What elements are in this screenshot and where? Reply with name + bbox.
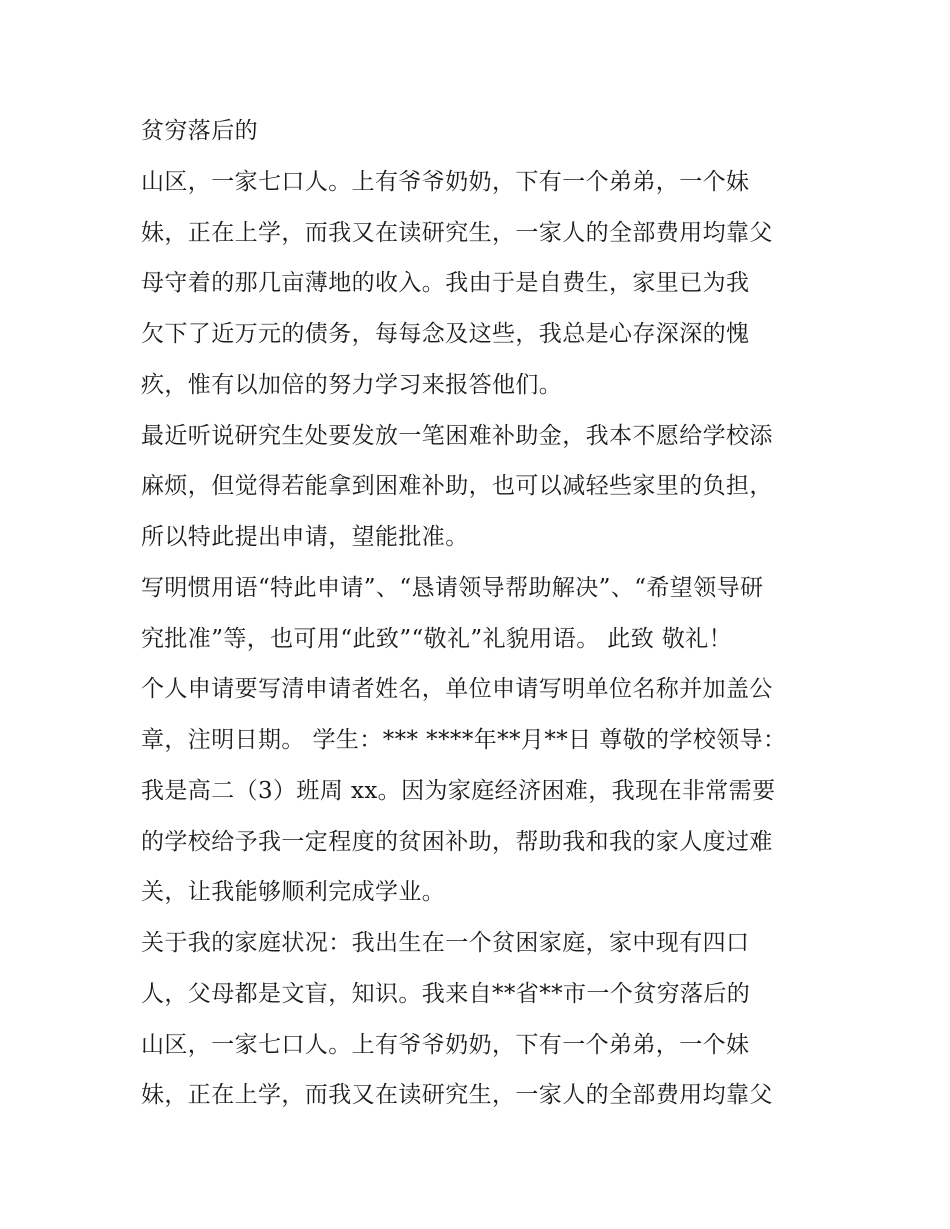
- text-line: 的学校给予我一定程度的贫困补助，帮助我和我的家人度过难: [141, 828, 773, 855]
- text-line: 母守着的那几亩薄地的收入。我由于是自费生，家里已为我: [141, 270, 750, 297]
- text-line: 章，注明日期。 学生：*** ****年**月**日 尊敬的学校领导：: [141, 727, 787, 753]
- text-line: 我是高二（3）班周 xx。因为家庭经济困难，我现在非常需要: [141, 777, 776, 804]
- text-line: 妹，正在上学，而我又在读研究生，一家人的全部费用均靠父: [141, 1082, 773, 1109]
- text-line: 究批准”等，也可用“此致”“敬礼”礼貌用语。 此致 敬礼！: [141, 625, 733, 652]
- text-line: 个人申请要写清申请者姓名，单位申请写明单位名称并加盖公: [141, 676, 773, 703]
- text-line: 所以特此提出申请，望能批准。: [141, 524, 469, 550]
- text-line: 写明惯用语“特此申请”、“恳请领导帮助解决”、“希望领导研: [141, 574, 764, 601]
- text-line: 麻烦，但觉得若能拿到困难补助，也可以减轻些家里的负担，: [141, 473, 773, 500]
- text-line: 山区，一家七口人。上有爷爷奶奶，下有一个弟弟，一个妹: [141, 168, 750, 195]
- text-line: 最近听说研究生处要发放一笔困难补助金，我本不愿给学校添: [141, 422, 773, 449]
- text-line: 人，父母都是文盲，知识。我来自**省**市一个贫穷落后的: [141, 980, 751, 1007]
- text-line: 山区，一家七口人。上有爷爷奶奶，下有一个弟弟，一个妹: [141, 1031, 750, 1058]
- text-line: 关于我的家庭状况：我出生在一个贫困家庭，家中现有四口: [141, 930, 750, 956]
- text-line: 贫穷落后的: [141, 118, 258, 144]
- text-line: 疚，惟有以加倍的努力学习来报答他们。: [141, 371, 563, 398]
- document-body: [141, 108, 821, 1123]
- text-line: 欠下了近万元的债务，每每念及这些，我总是心存深深的愧: [141, 321, 750, 347]
- text-line: 关，让我能够顺利完成学业。: [141, 879, 446, 906]
- text-line: 妹，正在上学，而我又在读研究生，一家人的全部费用均靠父: [141, 219, 773, 246]
